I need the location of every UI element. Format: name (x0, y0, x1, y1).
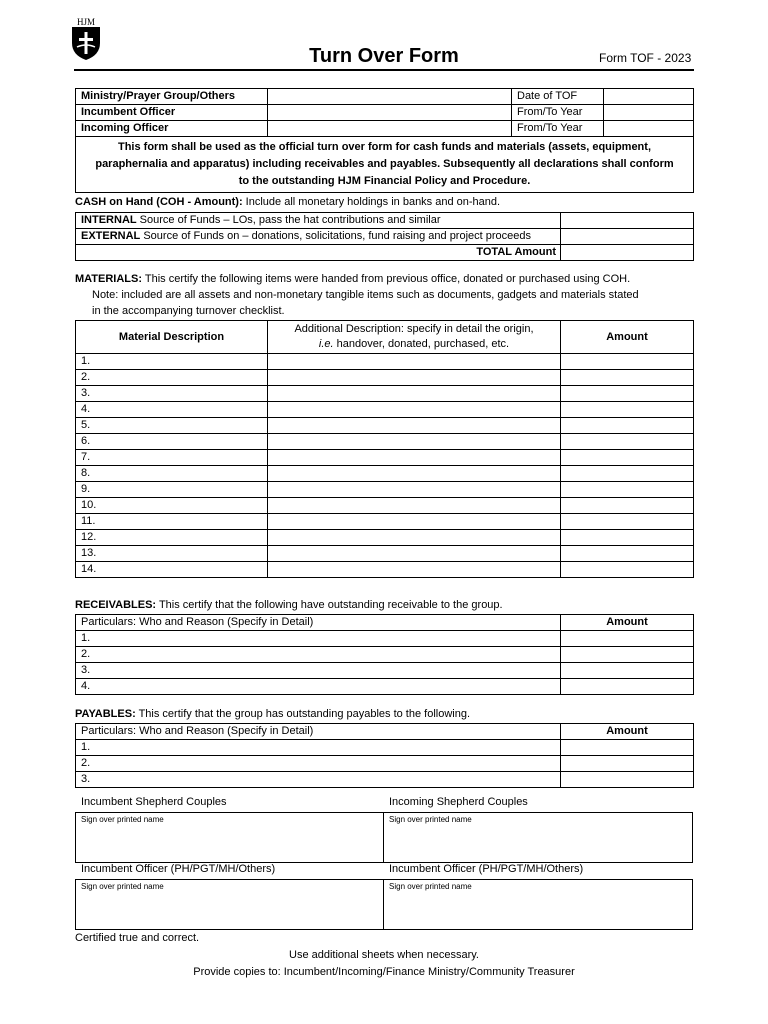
row-number[interactable]: 8. (76, 466, 268, 482)
payables-heading-text: This certify that the group has outstanding payables to the following. (135, 708, 471, 720)
info-label: Incumbent Officer (76, 105, 268, 121)
amount-cell[interactable] (561, 386, 694, 402)
description-cell[interactable] (268, 514, 561, 530)
materials-table (75, 320, 694, 578)
row-number[interactable]: 13. (76, 546, 268, 562)
row-number[interactable]: 4. (76, 402, 268, 418)
officer-signature-box (75, 879, 693, 930)
payables-header-row (76, 724, 694, 740)
receivables-header-row (76, 615, 694, 631)
table-row (76, 498, 694, 514)
incoming-officer-field[interactable] (268, 121, 512, 137)
info-right-label: From/To Year (512, 121, 604, 137)
incumbent-shepherd-label: Incumbent Shepherd Couples (81, 796, 227, 808)
materials-note-1: Note: included are all assets and non-monetary tangible items such as documents, gadgets and materials stated (92, 289, 639, 301)
cash-internal-bold: INTERNAL (81, 214, 137, 226)
row-number[interactable]: 3. (76, 386, 268, 402)
info-row (76, 89, 694, 105)
description-cell[interactable] (268, 450, 561, 466)
description-cell[interactable] (268, 402, 561, 418)
description-cell[interactable] (268, 370, 561, 386)
payables-col-amount: Amount (561, 724, 694, 740)
incumbent-officer-label: Incumbent Officer (PH/PGT/MH/Others) (81, 863, 276, 875)
amount-cell[interactable] (561, 370, 694, 386)
description-cell[interactable] (268, 562, 561, 578)
col-amount: Amount (561, 321, 694, 354)
description-cell[interactable] (268, 418, 561, 434)
amount-cell[interactable] (561, 663, 694, 679)
receivables-col-particulars: Particulars: Who and Reason (Specify in Detail) (76, 615, 561, 631)
table-row (76, 679, 694, 695)
page-title: Turn Over Form (309, 45, 459, 67)
notice-line: to the outstanding HJM Financial Policy and Procedure. (238, 175, 531, 187)
row-number[interactable]: 6. (76, 434, 268, 450)
certified-text: Certified true and correct. (75, 932, 200, 944)
amount-cell[interactable] (561, 756, 694, 772)
notice-line: paraphernalia and apparatus) including receivables and payables. Subsequently all declarations shall conform (95, 158, 674, 170)
logo (69, 17, 103, 61)
amount-cell[interactable] (561, 740, 694, 756)
col-additional-rest: handover, donated, purchased, etc. (333, 338, 510, 350)
materials-heading-bold: MATERIALS: (75, 273, 143, 285)
notice-line: This form shall be used as the official turn over form for cash funds and materials (assets, equipment, (117, 141, 651, 153)
incumbent-officer-field[interactable] (268, 105, 512, 121)
amount-cell[interactable] (561, 647, 694, 663)
cash-total-row (76, 245, 694, 261)
table-row (76, 434, 694, 450)
cash-table (75, 212, 694, 261)
payables-heading (75, 707, 470, 722)
col-additional-ie: i.e. (318, 338, 334, 350)
total-amount-field[interactable] (561, 245, 694, 261)
footer-line-1: Use additional sheets when necessary. (289, 949, 479, 961)
amount-cell[interactable] (561, 402, 694, 418)
row-number[interactable]: 1. (76, 740, 561, 756)
description-cell[interactable] (268, 498, 561, 514)
table-row (76, 772, 694, 788)
notice-row (76, 137, 694, 193)
sign-hint: Sign over printed name (81, 882, 164, 891)
receivables-heading-text: This certify that the following have outstanding receivable to the group. (156, 599, 503, 611)
table-row (76, 386, 694, 402)
payables-col-particulars: Particulars: Who and Reason (Specify in Detail) (76, 724, 561, 740)
amount-cell[interactable] (561, 514, 694, 530)
internal-amount-field[interactable] (561, 213, 694, 229)
description-cell[interactable] (268, 482, 561, 498)
info-right-label: Date of TOF (512, 89, 604, 105)
description-cell[interactable] (268, 386, 561, 402)
materials-heading-text: This certify the following items were handed from previous office, donated or purchased using COH. (142, 273, 631, 285)
amount-cell[interactable] (561, 450, 694, 466)
row-number[interactable]: 1. (76, 354, 268, 370)
info-table (75, 88, 694, 193)
description-cell[interactable] (268, 434, 561, 450)
info-row (76, 121, 694, 137)
info-right-label: From/To Year (512, 105, 604, 121)
incoming-shepherd-signature[interactable] (384, 813, 692, 862)
incoming-shepherd-label: Incoming Shepherd Couples (389, 796, 528, 808)
date-of-tof-field[interactable] (604, 89, 694, 105)
materials-header-row (76, 321, 694, 354)
receivables-heading (75, 598, 503, 613)
row-number[interactable]: 1. (76, 631, 561, 647)
col-additional-line1: Additional Description: specify in detail the origin, (294, 323, 534, 335)
incoming-year-field[interactable] (604, 121, 694, 137)
materials-note-2: in the accompanying turnover checklist. (92, 305, 285, 317)
table-row (76, 647, 694, 663)
col-additional-description (268, 321, 561, 354)
receivables-table (75, 614, 694, 695)
row-number[interactable]: 11. (76, 514, 268, 530)
amount-cell[interactable] (561, 434, 694, 450)
form-code: Form TOF - 2023 (599, 51, 692, 65)
sign-hint: Sign over printed name (389, 815, 472, 824)
amount-cell[interactable] (561, 679, 694, 695)
row-number[interactable]: 2. (76, 647, 561, 663)
info-label: Incoming Officer (76, 121, 268, 137)
col-additional-line2 (268, 337, 560, 352)
second-officer-signature[interactable] (384, 880, 692, 929)
row-number[interactable]: 9. (76, 482, 268, 498)
table-row (76, 756, 694, 772)
table-row (76, 450, 694, 466)
cash-row (76, 213, 694, 229)
external-amount-field[interactable] (561, 229, 694, 245)
table-row (76, 663, 694, 679)
shepherd-signature-box (75, 812, 693, 863)
cash-heading (75, 195, 500, 210)
description-cell[interactable] (268, 546, 561, 562)
receivables-col-amount: Amount (561, 615, 694, 631)
info-label: Ministry/Prayer Group/Others (76, 89, 268, 105)
amount-cell[interactable] (561, 354, 694, 370)
sign-hint: Sign over printed name (389, 882, 472, 891)
table-row (76, 631, 694, 647)
materials-heading (75, 272, 630, 287)
info-row (76, 105, 694, 121)
amount-cell[interactable] (561, 631, 694, 647)
incumbent-year-field[interactable] (604, 105, 694, 121)
row-number[interactable]: 4. (76, 679, 561, 695)
table-row (76, 418, 694, 434)
amount-cell[interactable] (561, 772, 694, 788)
table-row (76, 514, 694, 530)
total-amount-label: TOTAL Amount (76, 245, 561, 261)
table-row (76, 562, 694, 578)
payables-heading-bold: PAYABLES: (75, 708, 136, 720)
table-row (76, 354, 694, 370)
row-number[interactable]: 14. (76, 562, 268, 578)
logo-text: HJM (76, 17, 95, 27)
amount-cell[interactable] (561, 530, 694, 546)
header-rule (74, 69, 694, 71)
row-number[interactable]: 12. (76, 530, 268, 546)
table-row (76, 402, 694, 418)
amount-cell[interactable] (561, 482, 694, 498)
row-number[interactable]: 10. (76, 498, 268, 514)
sign-hint: Sign over printed name (81, 815, 164, 824)
ministry-field[interactable] (268, 89, 512, 105)
description-cell[interactable] (268, 530, 561, 546)
cash-external-bold: EXTERNAL (81, 230, 141, 242)
cash-label (76, 229, 561, 245)
amount-cell[interactable] (561, 466, 694, 482)
row-number[interactable]: 5. (76, 418, 268, 434)
description-cell[interactable] (268, 354, 561, 370)
table-row (76, 546, 694, 562)
row-number[interactable]: 3. (76, 772, 561, 788)
description-cell[interactable] (268, 466, 561, 482)
cash-external-text: Source of Funds on – donations, solicitations, fund raising and project proceeds (140, 230, 532, 242)
row-number[interactable]: 2. (76, 370, 268, 386)
row-number[interactable]: 2. (76, 756, 561, 772)
amount-cell[interactable] (561, 498, 694, 514)
footer-line-2: Provide copies to: Incumbent/Incoming/Finance Ministry/Community Treasurer (193, 966, 575, 978)
table-row (76, 466, 694, 482)
row-number[interactable]: 3. (76, 663, 561, 679)
amount-cell[interactable] (561, 418, 694, 434)
table-row (76, 740, 694, 756)
cash-label (76, 213, 561, 229)
incumbent-shepherd-signature[interactable] (76, 813, 384, 862)
amount-cell[interactable] (561, 546, 694, 562)
row-number[interactable]: 7. (76, 450, 268, 466)
payables-table (75, 723, 694, 788)
cash-row (76, 229, 694, 245)
amount-cell[interactable] (561, 562, 694, 578)
notice-text (76, 137, 694, 193)
cash-heading-bold: CASH on Hand (COH - Amount): (75, 196, 243, 208)
cash-internal-text: Source of Funds – LOs, pass the hat contributions and similar (136, 214, 441, 226)
col-material-description: Material Description (76, 321, 268, 354)
table-row (76, 482, 694, 498)
table-row (76, 370, 694, 386)
incumbent-officer-label-right: Incumbent Officer (PH/PGT/MH/Others) (389, 863, 584, 875)
receivables-heading-bold: RECEIVABLES: (75, 599, 157, 611)
table-row (76, 530, 694, 546)
incumbent-officer-signature[interactable] (76, 880, 384, 929)
cash-heading-text: Include all monetary holdings in banks and on-hand. (242, 196, 501, 208)
